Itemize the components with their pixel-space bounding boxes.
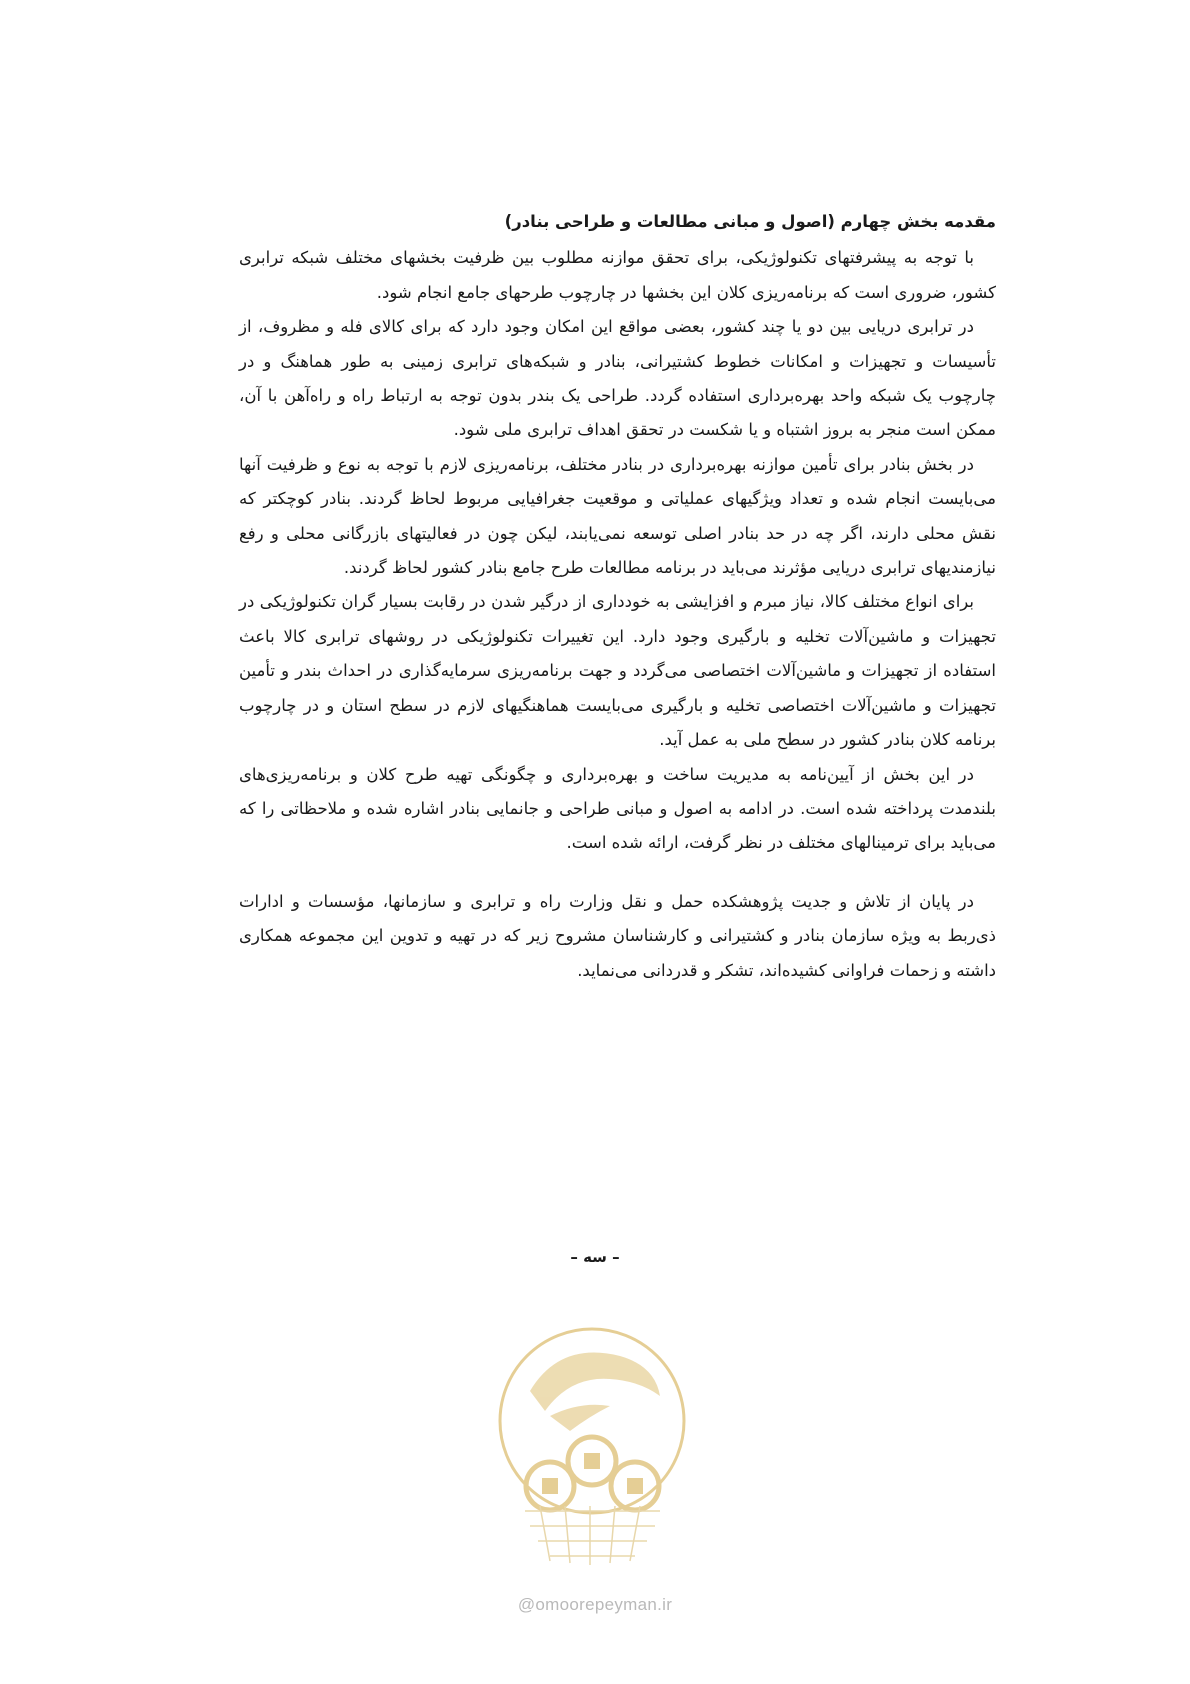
page-number: – سه – — [570, 1248, 620, 1266]
paragraph-5: در این بخش از آیین‌نامه به مدیریت ساخت و بهره‌برداری و چگونگی تهیه طرح کلان و برنامه‌ریزی‌های بلندمدت پرداخته شده است. در ادامه به اصول و مبانی طراحی و جانمایی بنادر اشاره شده و ملاحظاتی را که می‌باید برای ترمینالهای مختلف در نظر گرفت، ارائه شده است. — [239, 764, 996, 853]
paragraph-2: در ترابری دریایی بین دو یا چند کشور، بعضی مواقع این امکان وجود دارد که برای کالای فله و مظروف، از تأسیسات و تجهیزات و امکانات خطوط کشتیرانی، بنادر و شبکه‌های ترابری زمینی به طور هماهنگ و در چارچوب یک شبکه واحد بهره‌برداری استفاده گردد. طراحی یک بندر بدون توجه به ارتباط راه و راه‌آهن با آن، ممکن است منجر به بروز اشتباه و یا شکست در تحقق اهداف ترابری ملی شود. — [239, 317, 996, 440]
document-body — [239, 205, 996, 988]
watermark-url — [0, 1595, 1190, 1615]
section-heading: مقدمه بخش چهارم (اصول و مبانی مطالعات و طراحی بنادر) — [504, 212, 996, 231]
watermark-at-icon: @ — [517, 1595, 536, 1614]
paragraph-4: برای انواع مختلف کالا، نیاز مبرم و افزایشی به خودداری از درگیر شدن در رقابت بسیار گران تکنولوژیکی در تجهیزات و ماشین‌آلات تخلیه و بارگیری وجود دارد. این تغییرات تکنولوژیکی در روشهای ترابری کالا باعث استفاده از تجهیزات و ماشین‌آلات اختصاصی می‌گردد و جهت برنامه‌ریزی سرمایه‌گذاری در احداث بندر و تأمین تجهیزات و ماشین‌آلات اختصاصی تخلیه و بارگیری می‌بایست هماهنگیهای لازم در سطح استان و در چارچوب برنامه کلان بنادر کشور در سطح ملی به عمل آید. — [239, 592, 996, 750]
watermark-logo-icon — [490, 1321, 695, 1581]
paragraph-3: در بخش بنادر برای تأمین موازنه بهره‌برداری در بنادر مختلف، برنامه‌ریزی لازم با توجه به نوع و ظرفیت آنها می‌بایست انجام شده و تعداد ویژگیهای عملیاتی و موقعیت جغرافیایی مربوط لحاظ گردند. بنادر کوچکتر که نقش محلی دارند، اگر چه در حد بنادر اصلی توسعه نمی‌یابند، لیکن چون در فعالیتهای بازرگانی محلی و رفع نیازمندیهای ترابری دریایی مؤثرند می‌باید در برنامه مطالعات طرح جامع بنادر کشور لحاظ گردند. — [239, 454, 996, 578]
paragraph-6: در پایان از تلاش و جدیت پژوهشکده حمل و نقل وزارت راه و ترابری و سازمانها، مؤسسات و ادارات ذی‌ربط به ویژه سازمان بنادر و کشتیرانی و کارشناسان مشروح زیر که در تهیه و تدوین این مجموعه همکاری داشته و زحمات فراوانی کشیده‌اند، تشکر و قدردانی می‌نماید. — [239, 891, 996, 980]
watermark-url-text: omoorepeyman.ir — [535, 1595, 673, 1614]
paragraph-1: با توجه به پیشرفتهای تکنولوژیکی، برای تحقق موازنه مطلوب بین ظرفیت بخشهای مختلف شبکه ترابری کشور، ضروری است که برنامه‌ریزی کلان این بخشها در چارچوب طرحهای جامع انجام شود. — [239, 248, 996, 302]
paragraph-spacer — [239, 861, 996, 885]
